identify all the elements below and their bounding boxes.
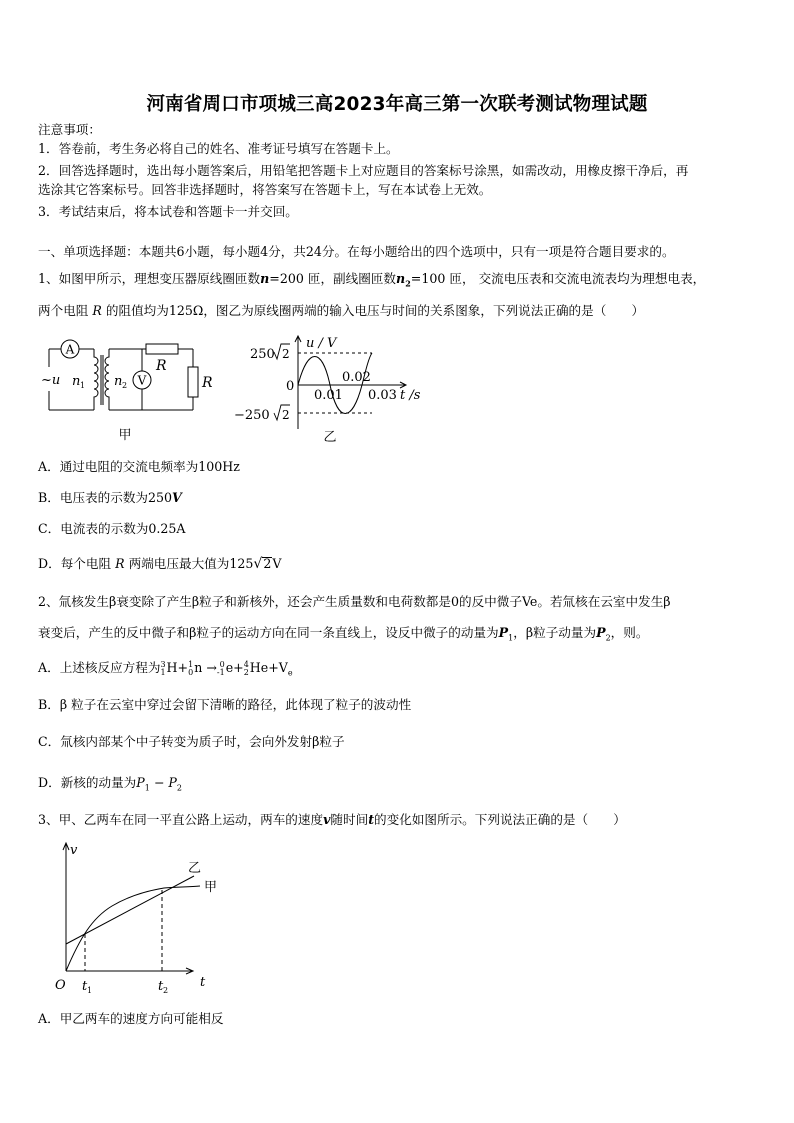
q1-option-a: A．通过电阻的交流电频率为100Hz: [38, 459, 240, 474]
section-heading: 一、单项选择题：本题共6小题，每小题4分，共24分。在每小题给出的四个选项中，只有一项是符合题目要求的。: [38, 244, 675, 259]
notice-item-2-cont: 选涂其它答案标号。回答非选择题时，将答案写在答题卡上，写在本试卷上无效。: [38, 182, 492, 197]
q1-option-b: B．电压表的示数为250V: [38, 490, 182, 505]
y-zero: 0: [286, 379, 295, 394]
notice-item-2: 2．回答选择题时，选出每小题答案后，用铅笔把答题卡上对应题目的答案标号涂黑，如需改动，用橡皮擦干净后，再: [38, 163, 689, 178]
tick-001: 0.01: [314, 388, 343, 403]
q3-vt-graph: [52, 838, 232, 1000]
t2-label: t: [158, 979, 164, 994]
tick-002: 0.02: [342, 370, 371, 385]
figure-caption-jia: 甲: [118, 428, 132, 443]
q1-voltage-graph: [230, 333, 430, 445]
notice-item-3: 3．考试结束后，将本试卷和答题卡一并交回。: [38, 204, 298, 219]
ammeter-label: A: [65, 342, 75, 357]
q3-stem: 3、甲、乙两车在同一平直公路上运动，两车的速度v随时间t的变化如图所示。下列说法正确的是（ ）: [38, 812, 626, 827]
q1-stem-line2: 两个电阻 R 的阻值均为125Ω，图乙为原线圈两端的输入电压与时间的关系图象，下列说法正确的是（ ）: [38, 303, 645, 318]
q1-option-d: D．每个电阻 R 两端电压最大值为125√2V: [38, 556, 282, 572]
q2-option-d: D．新核的动量为$P_1 - P_2$: [38, 775, 182, 793]
t1-label: t: [82, 979, 88, 994]
x-axis-label: t /s: [400, 388, 421, 403]
q2-stem-line2: 衰变后，产生的反中微子和β粒子的运动方向在同一条直线上，设反中微子的动量为$P_1$，β粒子动量为$P_2$，则。: [38, 625, 649, 643]
n1-sub: 1: [80, 381, 86, 390]
q1-circuit-figure: [36, 335, 216, 445]
y-top-sqrt: [274, 344, 290, 361]
source-label: ~u: [41, 373, 61, 388]
y-bottom-sqrt: [274, 405, 290, 422]
q1-stem-line1: 1、如图甲所示，理想变压器原线圈匝数n=200 匝，副线圈匝数$n_2=100$ 匝， 交流电压表和交流电流表均为理想电表，: [38, 271, 706, 289]
origin-label: O: [55, 978, 66, 993]
curve-label-yi: 乙: [188, 861, 202, 876]
n2-label: n: [114, 374, 123, 389]
tick-003: 0.03: [368, 388, 397, 403]
svg-text:2: 2: [282, 347, 290, 361]
q1-option-c: C．电流表的示数为0.25A: [38, 521, 186, 536]
q2-stem-line1: 2、氚核发生β衰变除了产生β粒子和新核外，还会产生质量数和电荷数都是0的反中微子Ve。若氚核在云室中发生β: [38, 594, 671, 609]
svg-text:2: 2: [282, 408, 290, 422]
t1-sub: 1: [87, 986, 93, 995]
v-axis-label: v: [70, 843, 78, 858]
resistor-top-label: R: [156, 358, 167, 374]
curve-label-jia: 甲: [204, 880, 218, 895]
y-top-value: 250: [250, 347, 275, 362]
q2-option-b: B．β 粒子在云室中穿过会留下清晰的路径，此体现了粒子的波动性: [38, 697, 412, 712]
y-axis-label: u / V: [306, 336, 337, 351]
n2-sub: 2: [122, 381, 128, 390]
t2-sub: 2: [163, 986, 169, 995]
page-title: 河南省周口市项城三高2023年高三第一次联考测试物理试题: [146, 94, 648, 115]
voltmeter-label: V: [137, 373, 147, 388]
q3-option-a: A．甲乙两车的速度方向可能相反: [38, 1011, 224, 1026]
y-bottom-value: −250: [234, 408, 270, 423]
notice-item-1: 1．答卷前，考生务必将自己的姓名、准考证号填写在答题卡上。: [38, 141, 399, 156]
figure-caption-yi: 乙: [323, 430, 337, 445]
resistor-right-label: R: [202, 375, 213, 391]
q2-option-c: C．氚核内部某个中子转变为质子时，会向外发射β粒子: [38, 734, 345, 749]
q2-option-a: A．上述核反应方程为 3 1 H+ 1 0 n → 0 -1 e+ 4 2 $He+V_e$: [38, 659, 293, 678]
t-axis-label: t: [200, 975, 206, 990]
notice-heading: 注意事项：: [38, 122, 101, 137]
n1-label: n: [72, 374, 81, 389]
